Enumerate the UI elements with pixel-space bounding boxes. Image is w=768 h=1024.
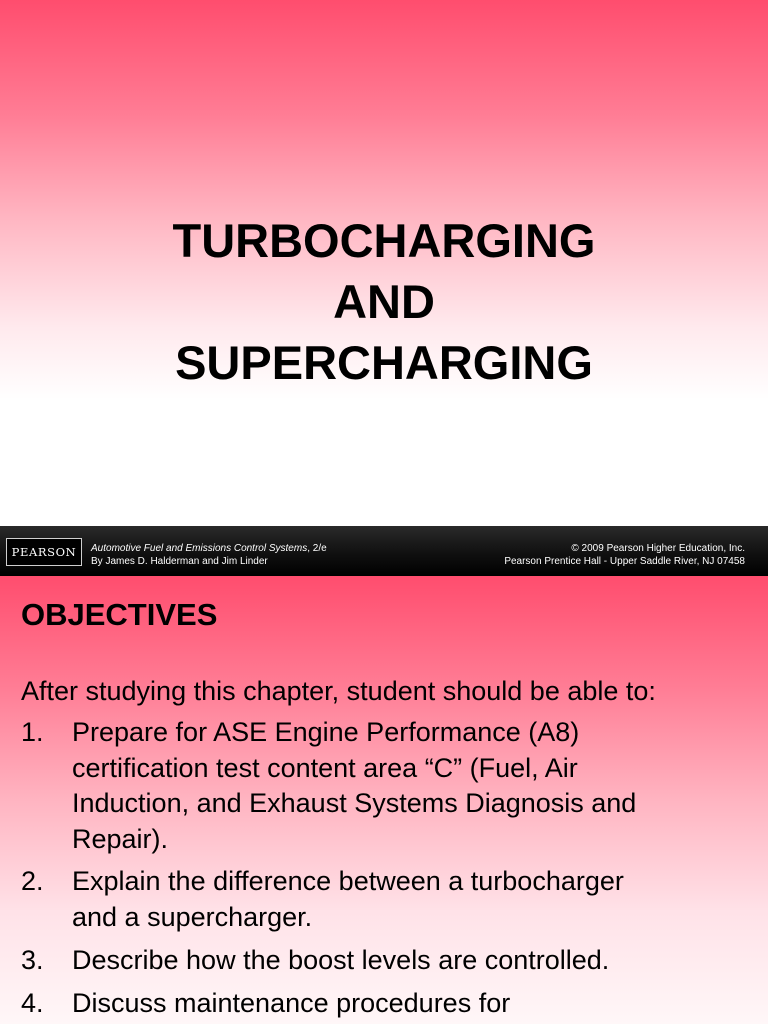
item-line: Prepare for ASE Engine Performance (A8) [72,717,580,747]
item-line: Induction, and Exhaust Systems Diagnosis and [72,788,637,818]
item-number: 1. [21,717,44,747]
item-line: Repair). [72,823,169,854]
objectives-intro: After studying this chapter, student should be able to: [21,676,656,706]
book-title: Automotive Fuel and Emissions Control Systems [91,543,308,554]
item-line: certification test content area “C” (Fuel, Air [72,752,578,783]
slide-footer [0,526,768,576]
item-text [72,864,752,935]
objectives-slide [0,576,768,1024]
publisher-credit [504,542,745,568]
item-line: Discuss maintenance procedures for [72,988,511,1018]
item-number: 4. [21,988,44,1018]
item-number: 3. [21,945,44,975]
item-line: Explain the difference between a turbocharger [72,866,624,896]
item-text [72,943,752,979]
title-line: AND [333,275,435,328]
item-line: Describe how the boost levels are controlled. [72,945,610,975]
book-credit [91,542,327,568]
slide-title [0,210,768,393]
objectives-heading: OBJECTIVES [21,597,218,632]
title-line: TURBOCHARGING [172,214,596,267]
item-text [72,986,752,1022]
publisher-text: Pearson Prentice Hall - Upper Saddle River, NJ 07458 [504,556,745,567]
item-line: and a supercharger. [72,901,313,932]
copyright-text: © 2009 Pearson Higher Education, Inc. [571,543,745,554]
book-edition: , 2/e [307,543,327,554]
book-authors: By James D. Halderman and Jim Linder [91,556,268,567]
pearson-logo: PEARSON [6,538,82,566]
item-number: 2. [21,866,44,896]
title-line: SUPERCHARGING [175,336,593,389]
item-text [72,715,752,857]
